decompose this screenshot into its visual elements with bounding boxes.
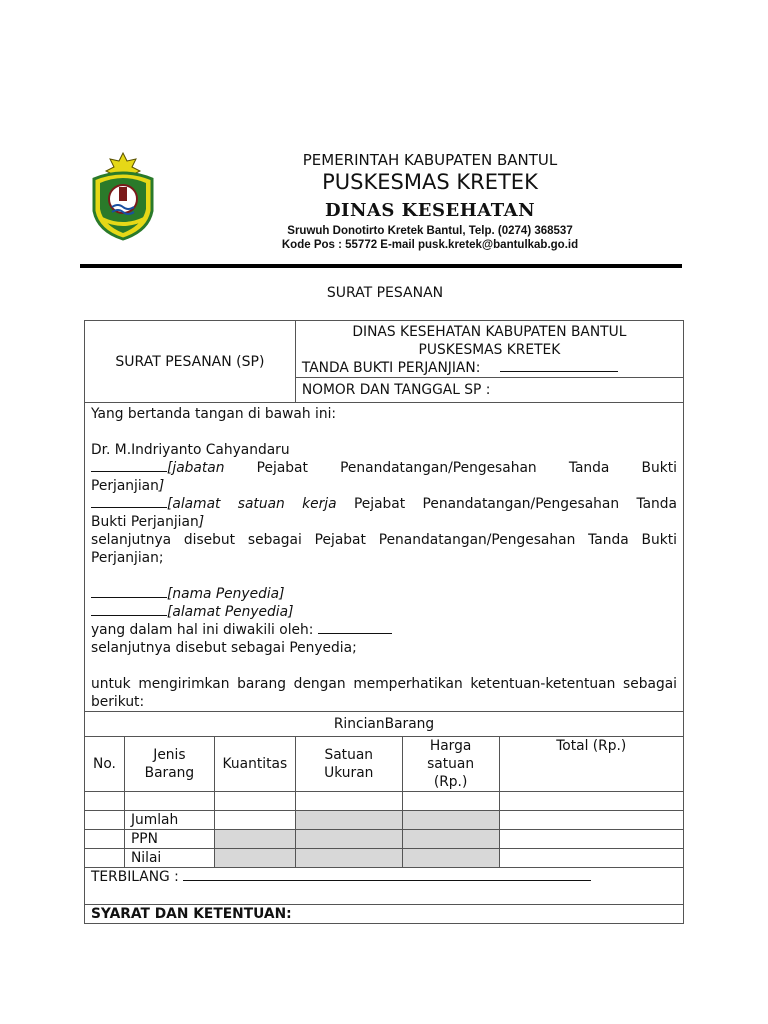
alamat-penyedia-line bbox=[91, 603, 677, 621]
diwakili-blank[interactable] bbox=[318, 621, 392, 634]
signer-name: Dr. M.Indriyanto Cahyandaru bbox=[91, 442, 290, 458]
item-kuantitas[interactable] bbox=[214, 792, 295, 811]
header-contact: Kode Pos : 55772 E-mail pusk.kretek@bantulkab.go.id bbox=[281, 239, 579, 251]
col-total: Total (Rp.) bbox=[499, 737, 684, 792]
nama-penyedia-blank[interactable] bbox=[91, 585, 167, 598]
jabatan-line2: Perjanjian bbox=[91, 478, 159, 494]
tanda-bukti-row bbox=[302, 359, 677, 377]
jabatan-close: ] bbox=[158, 478, 165, 494]
untuk-text: untuk mengirimkan barang dengan memperhatikan ketentuan-ketentuan sebagai berikut: bbox=[91, 676, 677, 710]
ppn-total[interactable] bbox=[499, 830, 684, 849]
col-satuan: Satuan Ukuran bbox=[295, 737, 402, 792]
rincian-title: RincianBarang bbox=[85, 712, 684, 737]
item-harga[interactable] bbox=[402, 792, 499, 811]
alamat-close: ] bbox=[198, 514, 205, 530]
body-cell bbox=[85, 403, 684, 712]
sp-agency-cell bbox=[295, 321, 683, 378]
summary-ppn: PPN bbox=[124, 830, 214, 849]
item-total[interactable] bbox=[499, 792, 684, 811]
surat-pesanan-table bbox=[84, 320, 684, 924]
bantul-emblem-icon bbox=[88, 149, 158, 241]
summary-jumlah: Jumlah bbox=[124, 811, 214, 830]
terbilang-cell bbox=[85, 868, 684, 905]
summary-nilai: Nilai bbox=[124, 849, 214, 868]
nomor-tanggal-cell: NOMOR DAN TANGGAL SP : bbox=[295, 378, 683, 403]
tanda-bukti-label: TANDA BUKTI PERJANJIAN: bbox=[301, 360, 481, 376]
nilai-total[interactable] bbox=[499, 849, 684, 868]
item-no[interactable] bbox=[85, 792, 125, 811]
alamat-blank[interactable] bbox=[91, 495, 167, 508]
header-puskesmas: PUSKESMAS KRETEK bbox=[322, 170, 538, 194]
table-row bbox=[85, 849, 684, 868]
col-kuantitas: Kuantitas bbox=[214, 737, 295, 792]
col-no: No. bbox=[85, 737, 125, 792]
jumlah-total[interactable] bbox=[499, 811, 684, 830]
table-row bbox=[85, 830, 684, 849]
item-jenis[interactable] bbox=[124, 792, 214, 811]
alamat-italic: [alamat satuan kerja bbox=[167, 496, 337, 512]
terbilang-blank[interactable] bbox=[183, 868, 591, 881]
alamat-penyedia: [alamat Penyedia] bbox=[167, 604, 294, 620]
selanjutnya-pejabat: selanjutnya disebut sebagai Pejabat Penandatangan/Pengesahan Tanda Bukti Perjanjian; bbox=[91, 532, 677, 566]
jabatan-italic: [jabatan bbox=[167, 460, 225, 476]
intro-text: Yang bertanda tangan di bawah ini: bbox=[91, 406, 337, 422]
alamat-line bbox=[91, 495, 677, 513]
jabatan-blank[interactable] bbox=[91, 459, 167, 472]
syarat-heading: SYARAT DAN KETENTUAN: bbox=[85, 905, 684, 924]
diwakili-text: yang dalam hal ini diwakili oleh: bbox=[91, 622, 314, 638]
table-row bbox=[85, 811, 684, 830]
table-row bbox=[85, 792, 684, 811]
jabatan-rest: Pejabat Penandatangan/Pengesahan Tanda Bukti bbox=[256, 460, 677, 476]
terbilang-label: TERBILANG : bbox=[91, 869, 179, 885]
alamat-penyedia-blank[interactable] bbox=[91, 603, 167, 616]
header-divider bbox=[80, 264, 682, 268]
document-title: SURAT PESANAN bbox=[326, 285, 444, 301]
item-satuan[interactable] bbox=[295, 792, 402, 811]
sp-label: SURAT PESANAN (SP) bbox=[85, 321, 296, 403]
nama-penyedia-line bbox=[91, 585, 677, 603]
diwakili-line bbox=[91, 621, 677, 639]
header-dinas: DINAS KESEHATAN bbox=[324, 200, 536, 221]
jabatan-line bbox=[91, 459, 677, 477]
col-jenis: Jenis Barang bbox=[124, 737, 214, 792]
alamat-rest: Pejabat Penandatangan/Pengesahan Tanda bbox=[353, 496, 677, 512]
selanjutnya-penyedia: selanjutnya disebut sebagai Penyedia; bbox=[91, 640, 357, 656]
col-harga: Harga satuan (Rp.) bbox=[402, 737, 499, 792]
agency-line1: DINAS KESEHATAN KABUPATEN BANTUL bbox=[352, 324, 627, 340]
agency-line2: PUSKESMAS KRETEK bbox=[418, 342, 561, 358]
header-address: Sruwuh Donotirto Kretek Bantul, Telp. (0274) 368537 bbox=[287, 225, 573, 237]
nama-penyedia: [nama Penyedia] bbox=[167, 586, 285, 602]
tanda-bukti-blank[interactable] bbox=[500, 359, 618, 372]
header-government: PEMERINTAH KABUPATEN BANTUL bbox=[302, 151, 558, 169]
alamat-line2: Bukti Perjanjian bbox=[91, 514, 199, 530]
